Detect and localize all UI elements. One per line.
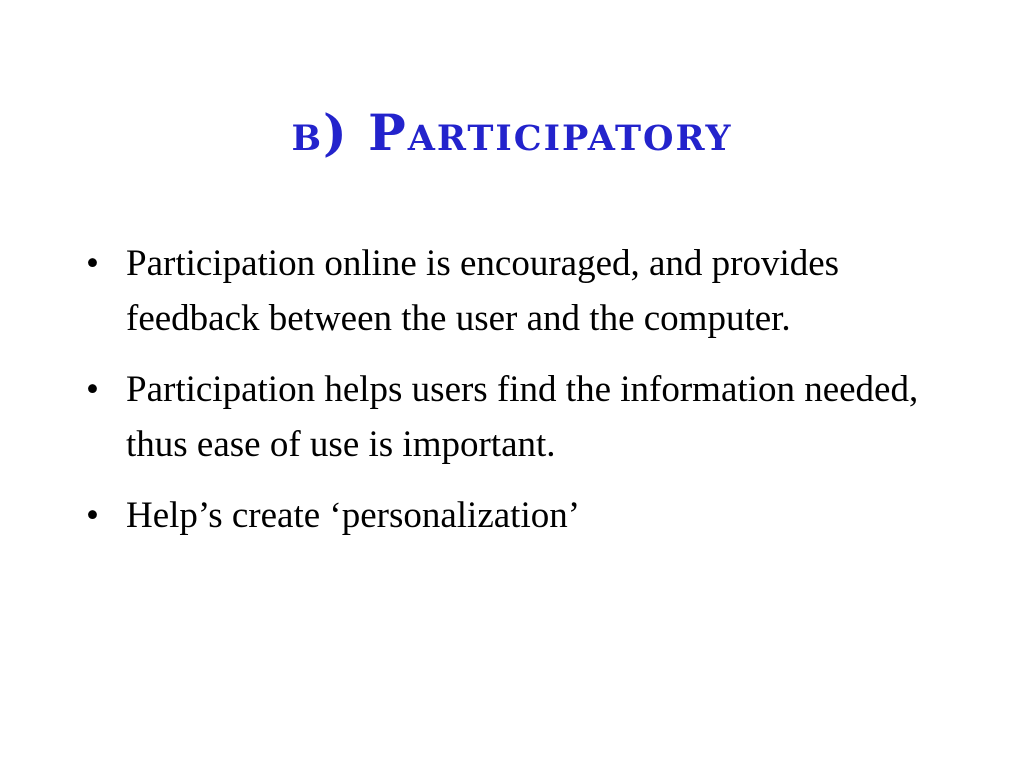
bullet-list: [86, 236, 936, 559]
bullet-text: Help’s create ‘personalization’: [126, 495, 581, 536]
bullet-item: [86, 362, 936, 472]
bullet-text: Participation online is encouraged, and provides feedback between the user and the computer.: [126, 243, 840, 339]
bullet-dot-icon: •: [86, 369, 99, 410]
bullet-text: Participation helps users find the information needed, thus ease of use is important.: [126, 369, 919, 465]
bullet-dot-icon: •: [86, 495, 99, 536]
bullet-item: [86, 236, 936, 346]
bullet-item: [86, 488, 936, 543]
bullet-dot-icon: •: [86, 243, 99, 284]
slide-title: b) Participatory: [291, 103, 733, 162]
